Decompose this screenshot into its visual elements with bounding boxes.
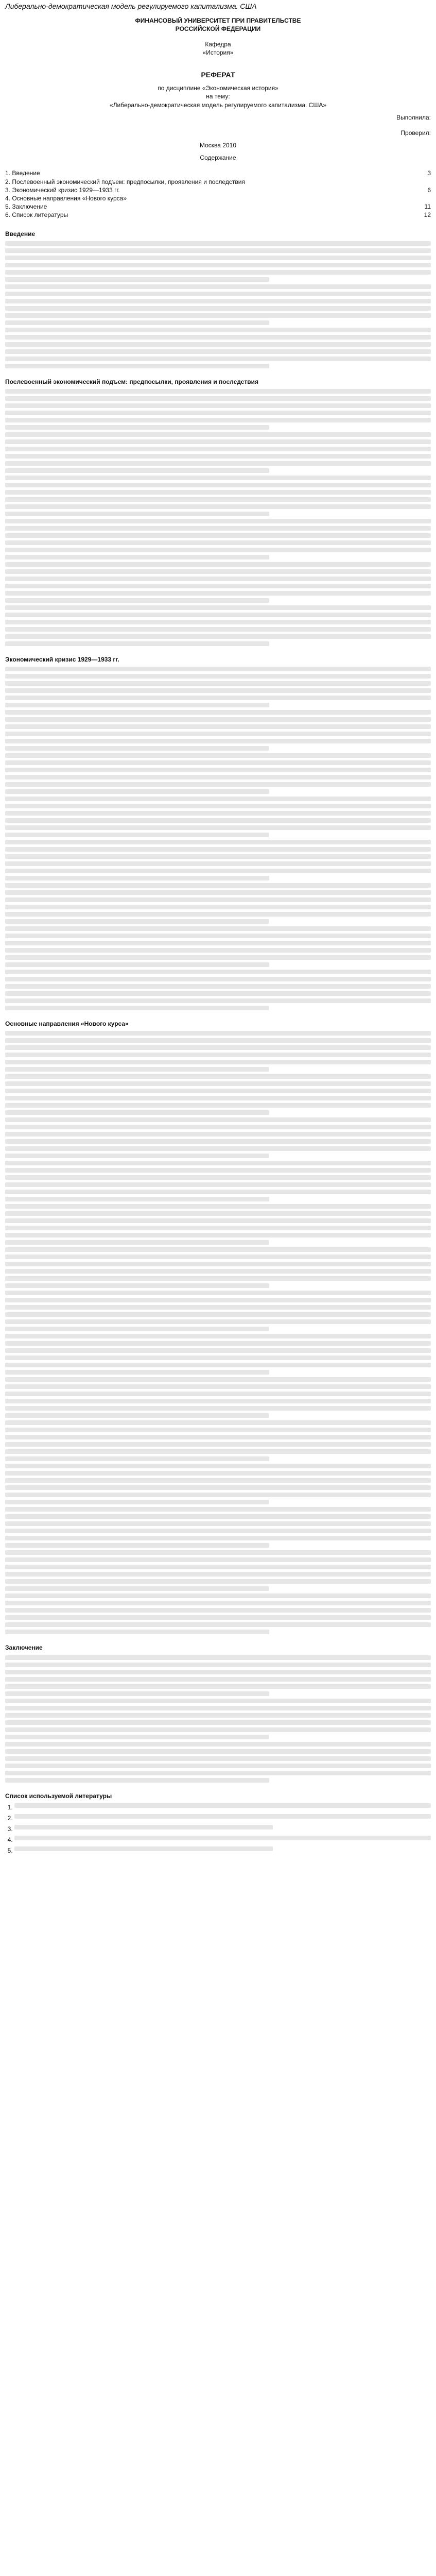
paragraph-placeholder	[5, 1507, 431, 1548]
paragraph-placeholder	[5, 432, 431, 473]
reference-item	[14, 1814, 431, 1822]
paragraph-placeholder	[5, 1031, 431, 1072]
paragraph-placeholder	[5, 1247, 431, 1288]
paragraph-placeholder	[5, 328, 431, 368]
paragraph-placeholder	[5, 667, 431, 707]
reference-item	[14, 1846, 431, 1855]
section-heading: Основные направления «Нового курса»	[5, 1020, 129, 1028]
toc-item-page: 6	[427, 186, 431, 194]
toc-item	[5, 202, 431, 211]
paragraph-placeholder	[5, 519, 431, 560]
paragraph-placeholder	[5, 562, 431, 603]
paragraph-placeholder	[5, 1550, 431, 1591]
paragraph-placeholder	[5, 389, 431, 430]
paragraph-placeholder	[5, 970, 431, 1010]
paragraph-placeholder	[5, 1291, 431, 1331]
toc-item-label: 6. Список литературы	[5, 211, 68, 219]
toc-item	[5, 186, 431, 194]
toc-item	[5, 169, 431, 177]
department-label: Кафедра	[205, 40, 231, 48]
signature-performed: Выполнила:	[396, 113, 431, 121]
work-type: РЕФЕРАТ	[201, 71, 235, 79]
signature-block	[5, 113, 431, 137]
toc-item	[5, 211, 431, 219]
toc-item-label: 3. Экономический кризис 1929—1933 гг.	[5, 186, 120, 194]
discipline-line: по дисциплине «Экономическая история»	[158, 84, 278, 92]
paragraph-placeholder	[5, 1464, 431, 1504]
paragraph-placeholder	[5, 1161, 431, 1201]
signature-checked: Проверил:	[400, 129, 431, 137]
title-block	[5, 16, 431, 57]
paragraph-placeholder	[5, 1655, 431, 1696]
paragraph-placeholder	[5, 753, 431, 794]
topic-prefix: на тему:	[206, 93, 230, 100]
paragraph-placeholder	[5, 241, 431, 282]
reference-item	[14, 1803, 431, 1811]
paragraph-placeholder	[5, 1742, 431, 1783]
paragraph-placeholder	[5, 284, 431, 325]
toc-item	[5, 178, 431, 186]
document-header: Либерально-демократическая модель регулируемого капитализма. США	[5, 2, 257, 10]
toc-item-label: 5. Заключение	[5, 203, 47, 211]
city-year: Москва 2010	[200, 142, 236, 149]
toc-item-label: 1. Введение	[5, 170, 40, 177]
paragraph-placeholder	[5, 1074, 431, 1115]
section-heading: Послевоенный экономический подъем: предпосылки, проявления и последствия	[5, 378, 259, 385]
paragraph-placeholder	[5, 1699, 431, 1739]
paragraph-placeholder	[5, 840, 431, 880]
section-heading: Введение	[5, 230, 36, 238]
paragraph-placeholder	[5, 926, 431, 967]
toc-item-page: 3	[427, 170, 431, 177]
references-list	[14, 1803, 431, 1855]
paragraph-placeholder	[5, 605, 431, 646]
paragraph-placeholder	[5, 1334, 431, 1375]
institution-line: РОССИЙСКОЙ ФЕДЕРАЦИИ	[175, 25, 261, 32]
paragraph-placeholder	[5, 1594, 431, 1634]
paragraph-placeholder	[5, 1204, 431, 1245]
paragraph-placeholder	[5, 710, 431, 751]
section-heading: Экономический кризис 1929—1933 гг.	[5, 655, 119, 663]
paragraph-placeholder	[5, 1117, 431, 1158]
department-name: «История»	[202, 49, 234, 57]
references-heading: Список используемой литературы	[5, 1792, 112, 1800]
paragraph-placeholder	[5, 1377, 431, 1418]
paragraph-placeholder	[5, 883, 431, 924]
paragraph-placeholder	[5, 1420, 431, 1461]
toc-item-label: 4. Основные направления «Нового курса»	[5, 195, 127, 202]
section-heading: Заключение	[5, 1644, 43, 1652]
toc-item-page: 12	[424, 211, 431, 219]
toc-item-label: 2. Послевоенный экономический подъем: предпосылки, проявления и последствия	[5, 178, 245, 185]
table-of-contents	[5, 169, 431, 219]
reference-item	[14, 1836, 431, 1844]
institution-line: ФИНАНСОВЫЙ УНИВЕРСИТЕТ ПРИ ПРАВИТЕЛЬСТВЕ	[135, 16, 301, 24]
reference-item	[14, 1825, 431, 1833]
toc-item-page: 11	[424, 203, 431, 211]
document-body	[5, 230, 431, 1783]
toc-item	[5, 194, 431, 202]
paragraph-placeholder	[5, 476, 431, 516]
toc-heading: Содержание	[200, 154, 236, 162]
topic-line: «Либерально-демократическая модель регулируемого капитализма. США»	[109, 101, 327, 109]
paragraph-placeholder	[5, 796, 431, 837]
